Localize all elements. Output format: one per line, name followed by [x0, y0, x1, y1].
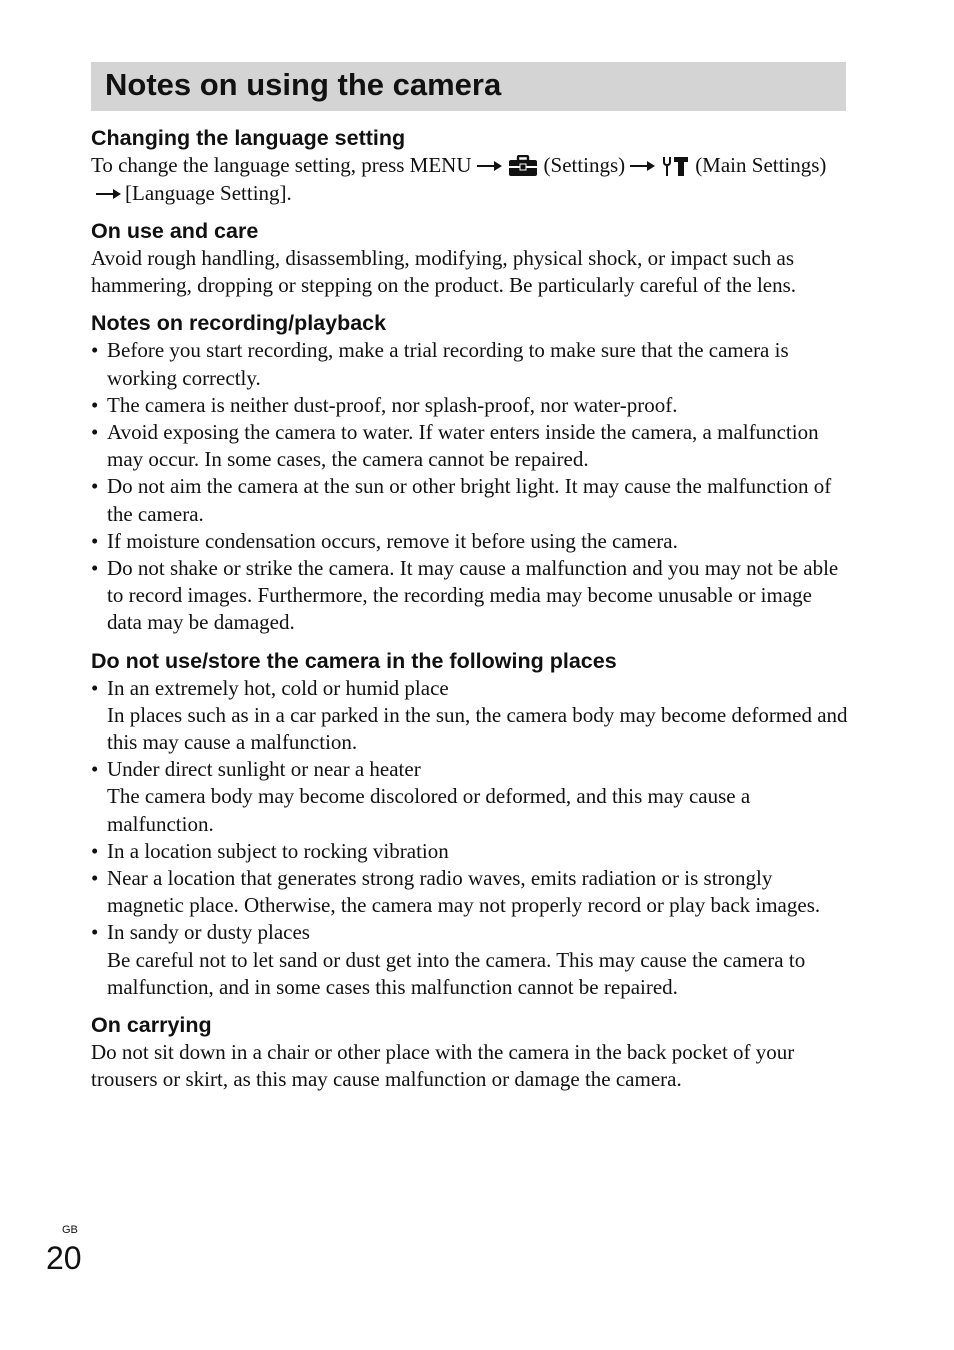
places-list — [91, 675, 851, 1001]
language-instructions — [91, 152, 851, 207]
list-item-text: Near a location that generates strong radio waves, emits radiation or is strongly magnetic place. Otherwise, the camera may not properly record or play back images. — [107, 865, 821, 918]
section-places — [91, 647, 851, 1001]
list-item-text: In a location subject to rocking vibration — [107, 838, 449, 863]
section-heading-carrying: On carrying — [91, 1012, 212, 1037]
bullet: • — [91, 528, 99, 553]
section-carrying — [91, 1011, 851, 1093]
list-item — [91, 865, 851, 919]
page-title: Notes on using the camera — [105, 67, 502, 102]
bullet: • — [91, 838, 99, 863]
page-number — [46, 1224, 82, 1278]
recording-list — [91, 337, 851, 636]
bullet: • — [91, 757, 99, 782]
bullet: • — [91, 920, 99, 945]
bullet: • — [91, 474, 99, 499]
section-care — [91, 217, 851, 299]
bullet: • — [91, 419, 99, 444]
list-item — [91, 756, 851, 838]
content — [91, 124, 851, 1103]
list-item-text: In an extremely hot, cold or humid place — [107, 675, 449, 700]
arrow-right-icon — [629, 159, 655, 173]
toolbox-settings-icon — [508, 155, 538, 177]
carrying-text: Do not sit down in a chair or other place with the camera in the back pocket of your trousers or skirt, as this may cause malfunction or damage the camera. — [91, 1039, 795, 1092]
care-text: Avoid rough handling, disassembling, modifying, physical shock, or impact such as hammering, dropping or stepping on the product. Be particularly careful of the lens. — [91, 245, 797, 298]
list-item-text: Do not shake or strike the camera. It may cause a malfunction and you may not be able to record images. Furthermore, the recording media may become unusable or image data may be damaged. — [107, 555, 839, 635]
list-item — [91, 555, 851, 637]
section-heading-care: On use and care — [91, 218, 259, 243]
list-item — [91, 392, 851, 419]
bullet: • — [91, 555, 99, 580]
arrow-right-icon — [95, 187, 121, 201]
language-setting-label: [Language Setting]. — [125, 180, 292, 205]
main-settings-label: (Main Settings) — [695, 153, 827, 177]
list-item-text: The camera is neither dust-proof, nor splash-proof, nor water-proof. — [107, 392, 678, 417]
list-item — [91, 675, 851, 757]
list-item-subtext: The camera body may become discolored or deformed, and this may cause a malfunction. — [107, 784, 751, 836]
list-item — [91, 473, 851, 527]
list-item-text: In sandy or dusty places — [107, 920, 310, 945]
bullet: • — [91, 865, 99, 890]
list-item — [91, 838, 851, 865]
list-item-subtext: In places such as in a car parked in the sun, the camera body may become deformed and this may cause a malfunction. — [107, 702, 848, 754]
list-item — [91, 528, 851, 555]
section-recording — [91, 309, 851, 636]
list-item — [91, 419, 851, 473]
title-bar — [91, 62, 846, 111]
section-heading-places: Do not use/store the camera in the following places — [91, 648, 617, 673]
language-text-before: To change the language setting, press MENU — [91, 153, 472, 177]
list-item-text: Avoid exposing the camera to water. If water enters inside the camera, a malfunction may occur. In some cases, the camera cannot be repaired. — [107, 419, 819, 472]
list-item-text: Do not aim the camera at the sun or other bright light. It may cause the malfunction of the camera. — [107, 474, 832, 526]
section-language — [91, 124, 851, 207]
arrow-right-icon — [476, 159, 502, 173]
bullet: • — [91, 392, 99, 417]
list-item-text: Before you start recording, make a trial recording to make sure that the camera is working correctly. — [107, 338, 789, 390]
section-heading-language: Changing the language setting — [91, 126, 406, 150]
list-item — [91, 919, 851, 1001]
wrench-main-settings-icon — [661, 155, 689, 177]
page-number-value: 20 — [46, 1240, 82, 1276]
bullet: • — [91, 338, 99, 363]
bullet: • — [91, 675, 99, 700]
region-code: GB — [62, 1224, 78, 1236]
list-item-subtext: Be careful not to let sand or dust get into the camera. This may cause the camera to malfunction, and in some cases this malfunction cannot be repaired. — [107, 947, 806, 999]
section-heading-recording: Notes on recording/playback — [91, 311, 387, 336]
list-item-text: Under direct sunlight or near a heater — [107, 757, 421, 782]
list-item-text: If moisture condensation occurs, remove it before using the camera. — [107, 528, 678, 553]
list-item — [91, 337, 851, 391]
settings-label: (Settings) — [543, 153, 626, 177]
